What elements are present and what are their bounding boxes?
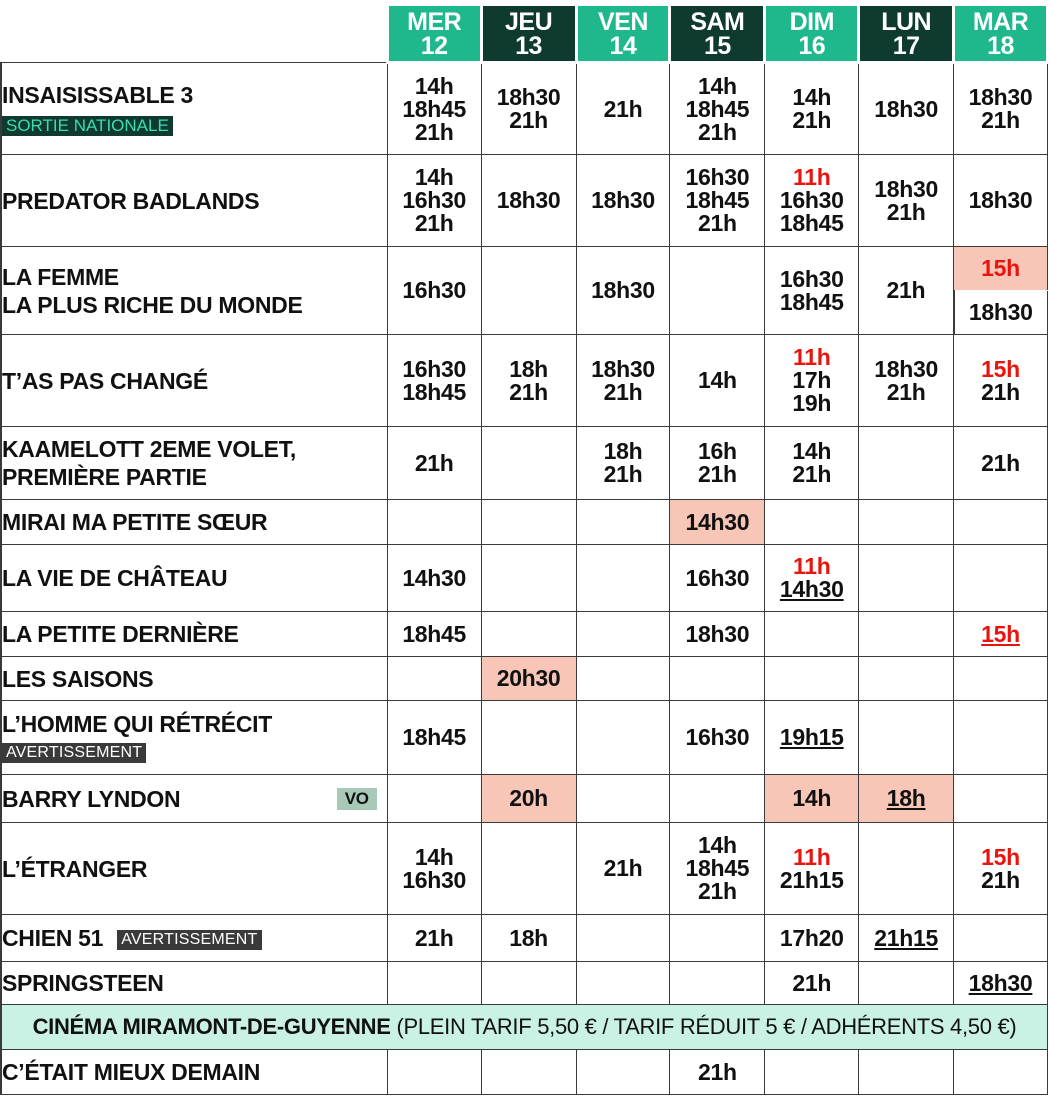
showtime-cell: [859, 962, 954, 1005]
showtime-cell: [859, 775, 954, 823]
showtime-cell: [576, 612, 670, 657]
showtime-cell: [387, 427, 481, 500]
showtime-cell: [387, 962, 481, 1005]
film-row: [1, 915, 1048, 962]
showtime: 14h: [697, 367, 737, 393]
showtime: 21h: [886, 277, 926, 303]
showtime-cell: [387, 657, 481, 701]
showtime: 11h: [793, 843, 831, 870]
film-row: [1, 701, 1048, 775]
film-title-cell: [1, 612, 387, 657]
film-title-line2: LA PLUS RICHE DU MONDE: [2, 291, 303, 318]
showtime-cell: [765, 247, 859, 335]
showtime: 21h: [697, 878, 737, 904]
showtime: 11h: [793, 553, 831, 579]
showtime: 21h: [603, 378, 643, 405]
film-row: [1, 500, 1048, 545]
showtime-cell: [765, 155, 859, 247]
showtime: 21h: [981, 449, 1020, 476]
film-title: CHIEN 51: [2, 925, 104, 951]
avertissement-badge: AVERTISSEMENT: [2, 743, 146, 763]
showtime-cell: [670, 962, 765, 1005]
showtime-cell: [387, 775, 481, 823]
showtime: 14h: [697, 72, 737, 99]
showtime-cell: [670, 155, 765, 247]
showtime-cell: [954, 962, 1048, 1005]
showtime: 21h: [886, 198, 926, 225]
film-row: [1, 657, 1048, 701]
showtime: 21h: [792, 107, 832, 133]
day-header-mar: MAR 18: [954, 3, 1048, 63]
showtime-cell: [954, 1050, 1048, 1095]
showtime: 21h: [509, 107, 548, 133]
showtime-cell: [387, 247, 481, 335]
day-header-jeu: JEU 13: [481, 3, 576, 63]
showtime: 21h: [886, 378, 926, 405]
showtime: 21h: [603, 461, 643, 487]
cinema-name: CINÉMA MIRAMONT-DE-GUYENNE: [32, 1014, 391, 1039]
film-title-cell: [1, 657, 387, 701]
showtime-cell: [576, 701, 670, 775]
showtime-cell: [954, 63, 1048, 155]
showtime-cell: [859, 500, 954, 545]
showtime: 20h30: [496, 665, 561, 691]
showtime: 14h30: [685, 508, 750, 535]
film-row: [1, 775, 1048, 823]
showtime-cell: [859, 915, 954, 962]
showtime: 18h30: [496, 187, 561, 213]
film-title-cell: [1, 247, 387, 335]
showtime-cell: [481, 1050, 576, 1095]
showtime-cell: [576, 915, 670, 962]
showtime-cell: [954, 915, 1048, 962]
film-title-cell: [1, 427, 387, 500]
avertissement-badge: AVERTISSEMENT: [117, 930, 261, 950]
showtime-cell: [954, 775, 1048, 823]
showtime-cell: [765, 545, 859, 612]
showtime: 18h: [509, 355, 548, 382]
showtime-cell: [765, 701, 859, 775]
showtime: 18h45: [779, 288, 844, 315]
showtime: 21h: [509, 378, 548, 405]
film-title-line1: LA FEMME: [2, 263, 119, 290]
film-title-cell: [1, 701, 387, 775]
cinema-section-banner: [1, 1005, 1048, 1050]
showtime-cell: [859, 155, 954, 247]
showtime-cell: [859, 823, 954, 915]
showtime-cell: [859, 1050, 954, 1095]
showtime-cell: [387, 823, 481, 915]
showtime: 18h30: [496, 84, 561, 110]
showtime: 14h: [697, 832, 737, 858]
showtime: 14h30: [779, 576, 844, 602]
showtime-cell: [765, 500, 859, 545]
film-title-cell: [1, 1050, 387, 1095]
showtime-cell: [576, 545, 670, 612]
showtime-cell: [859, 247, 954, 335]
showtime: 18h45: [402, 620, 467, 647]
day-header-dim: DIM 16: [765, 3, 859, 63]
film-title: SPRINGSTEEN: [2, 970, 164, 996]
showtime: 18h30: [968, 299, 1033, 325]
showtime-cell: [481, 247, 576, 335]
showtime: 20h: [509, 785, 548, 811]
film-title-cell: [1, 915, 387, 962]
showtime-cell: [765, 63, 859, 155]
showtime: 16h30: [685, 724, 750, 750]
showtime: 16h30: [779, 187, 844, 213]
showtime-cell: [765, 335, 859, 427]
showtime-cell: [387, 155, 481, 247]
showtime-cell: [576, 775, 670, 823]
showtime-cell: [576, 1050, 670, 1095]
showtime-cell: [859, 335, 954, 427]
showtime-cell: [387, 63, 481, 155]
film-title: PREDATOR BADLANDS: [2, 187, 260, 214]
showtime-cell: [481, 427, 576, 500]
showtime: 19h15: [779, 724, 844, 750]
showtime-cell: [670, 657, 765, 701]
showtime: 17h20: [779, 924, 844, 951]
showtime: 14h: [792, 438, 832, 464]
showtime: 21h: [414, 210, 454, 236]
film-title: T’AS PAS CHANGÉ: [2, 367, 208, 394]
film-row: [1, 823, 1048, 915]
film-title: LES SAISONS: [2, 665, 154, 692]
showtime-cell: [954, 657, 1048, 701]
film-title: MIRAI MA PETITE SŒUR: [2, 509, 268, 535]
showtime-cell: [765, 427, 859, 500]
showtime-cell: [576, 427, 670, 500]
showtime-cell: [387, 612, 481, 657]
film-title-cell: [1, 500, 387, 545]
showtime: 18h45: [402, 378, 467, 405]
film-title-cell: [1, 63, 387, 155]
showtime: 21h: [792, 461, 832, 487]
showtime: 18h30: [591, 277, 655, 303]
showtime: 15h: [981, 255, 1020, 281]
film-title-cell: [1, 775, 387, 823]
showtime: 21h: [603, 855, 643, 881]
showtime-cell: [670, 915, 765, 962]
showtime-cell: [765, 612, 859, 657]
showtime: 14h: [792, 785, 832, 811]
showtime-cell: [387, 500, 481, 545]
showtime-cell: [954, 823, 1048, 915]
showtime-cell: [670, 63, 765, 155]
showtime: 21h: [414, 449, 454, 476]
showtime: 16h30: [685, 564, 750, 591]
showtime: 21h: [414, 118, 454, 145]
showtime-cell: [576, 335, 670, 427]
film-title: L’HOMME QUI RÉTRÉCIT: [2, 710, 273, 737]
showtime-cell: [481, 962, 576, 1005]
day-header-mer: MER 12: [387, 3, 481, 63]
film-title: C’ÉTAIT MIEUX DEMAIN: [2, 1059, 261, 1085]
showtime-cell: [954, 335, 1048, 427]
showtime: 14h: [414, 72, 454, 99]
film-title-cell: [1, 545, 387, 612]
day-header-ven: VEN 14: [576, 3, 670, 63]
showtime-cell: [670, 545, 765, 612]
showtime: 21h: [603, 95, 643, 122]
header-blank: [1, 3, 387, 63]
showtime: 18h45: [685, 855, 750, 881]
film-row: [1, 335, 1048, 427]
showtime-cell: [859, 657, 954, 701]
film-title: INSAISISSABLE 3: [2, 81, 194, 108]
showtime-cell: [765, 1050, 859, 1095]
film-title-cell: [1, 335, 387, 427]
showtime-cell: [765, 775, 859, 823]
showtime-cell: [481, 545, 576, 612]
film-title-cell: [1, 823, 387, 915]
showtime-cell: [954, 701, 1048, 775]
showtime: 15h: [981, 355, 1020, 382]
showtime-cell: [954, 545, 1048, 612]
showtime-cell: [670, 427, 765, 500]
showtime-cell: [576, 962, 670, 1005]
showtime-cell: [576, 247, 670, 335]
showtime-cell: [387, 915, 481, 962]
showtime-cell: [670, 335, 765, 427]
showtime-cell: [481, 915, 576, 962]
cinema-prices: (PLEIN TARIF 5,50 € / TARIF RÉDUIT 5 € / ADHÉRENTS 4,50 €): [396, 1014, 1017, 1039]
showtime-cell: [481, 612, 576, 657]
showtime-cell: [481, 500, 576, 545]
showtime: 16h30: [402, 355, 467, 382]
cinema-section-row: [1, 1005, 1048, 1050]
showtime: 18h30: [874, 95, 938, 122]
showtime-cell: [576, 63, 670, 155]
showtime: 18h45: [685, 187, 750, 213]
showtime-cell: [859, 427, 954, 500]
film-title-cell: [1, 962, 387, 1005]
film-title: L’ÉTRANGER: [2, 855, 148, 882]
showtime: 18h: [603, 438, 643, 464]
showtime: 11h: [793, 164, 831, 190]
film-row: [1, 247, 1048, 291]
header-row: [1, 3, 1048, 63]
showtime-cell: [387, 545, 481, 612]
film-title-cell: [1, 155, 387, 247]
film-title-line2: PREMIÈRE PARTIE: [2, 464, 207, 490]
showtime-cell: [765, 823, 859, 915]
showtime-cell: [576, 657, 670, 701]
showtime: 16h30: [685, 164, 750, 190]
showtime-cell: [859, 612, 954, 657]
showtime-cell: [765, 657, 859, 701]
showtime-cell: [576, 155, 670, 247]
showtime: 21h: [697, 118, 737, 145]
showtime-cell: [670, 612, 765, 657]
day-header-sam: SAM 15: [670, 3, 765, 63]
showtime: 16h30: [402, 187, 467, 213]
film-title-line1: KAAMELOTT 2EME VOLET,: [2, 436, 296, 462]
showtime-cell: [859, 63, 954, 155]
showtime: 18h30: [874, 175, 938, 202]
showtime-cell: [765, 962, 859, 1005]
showtime-cell: [670, 701, 765, 775]
showtime-cell: [670, 500, 765, 545]
showtime-cell: [387, 701, 481, 775]
showtime-cell: [387, 335, 481, 427]
showtime-cell: [954, 427, 1048, 500]
showtime: 21h: [981, 866, 1020, 893]
film-title: LA PETITE DERNIÈRE: [2, 621, 239, 647]
showtime: 16h: [697, 438, 737, 464]
film-row: [1, 545, 1048, 612]
showtime: 18h: [886, 785, 926, 811]
film-row: [1, 1050, 1048, 1095]
showtime-cell: [670, 775, 765, 823]
showtime-cell: [765, 915, 859, 962]
showtime-cell: [481, 823, 576, 915]
film-title: LA VIE DE CHÂTEAU: [2, 565, 228, 591]
film-title: BARRY LYNDON: [2, 785, 181, 812]
film-row: [1, 427, 1048, 500]
showtime: 14h: [414, 164, 454, 190]
showtime: 14h30: [402, 564, 467, 591]
showtime-cell: [670, 823, 765, 915]
showtime: 18h45: [779, 210, 844, 236]
showtime: 18h45: [685, 95, 750, 122]
showtime: 21h15: [874, 924, 938, 951]
showtime: 17h: [792, 367, 832, 393]
showtime-cell: [576, 500, 670, 545]
showtime: 21h: [697, 210, 737, 236]
showtime: 18h30: [968, 969, 1033, 996]
showtime-cell: [481, 657, 576, 701]
showtime-cell: [859, 545, 954, 612]
showtime: 18h30: [968, 84, 1033, 110]
showtime: 14h: [792, 84, 832, 110]
showtime: 21h: [981, 378, 1020, 405]
showtime: 21h15: [779, 866, 844, 893]
showtime: 18h45: [402, 95, 467, 122]
showtime-cell: [387, 1050, 481, 1095]
showtime: 15h: [981, 620, 1020, 647]
showtime: 16h30: [779, 265, 844, 292]
showtime-cell: [954, 291, 1048, 335]
showtime: 18h30: [591, 187, 655, 213]
sortie-nationale-badge: SORTIE NATIONALE: [2, 116, 173, 136]
showtime: 18h30: [591, 355, 655, 382]
vo-badge: VO: [337, 788, 377, 810]
film-row: [1, 63, 1048, 155]
showtime-cell: [481, 63, 576, 155]
film-row: [1, 962, 1048, 1005]
showtime-cell: [670, 1050, 765, 1095]
showtime-cell: [481, 701, 576, 775]
day-header-lun: LUN 17: [859, 3, 954, 63]
showtime: 21h: [792, 969, 832, 996]
showtime-cell: [954, 612, 1048, 657]
showtime: 19h: [792, 390, 832, 416]
showtime: 21h: [414, 924, 454, 951]
showtime-cell: [481, 775, 576, 823]
showtime: 21h: [697, 461, 737, 487]
showtime: 18h45: [402, 724, 467, 750]
showtime: 14h: [414, 843, 454, 870]
showtime: 21h: [697, 1058, 737, 1085]
showtime: 15h: [981, 843, 1020, 870]
showtime-cell: [481, 155, 576, 247]
showtime: 16h30: [402, 866, 467, 893]
showtime: 11h: [793, 344, 831, 370]
showtime: 21h: [981, 107, 1020, 133]
showtime-cell: [481, 335, 576, 427]
showtime-cell: [859, 701, 954, 775]
film-row: [1, 155, 1048, 247]
showtime: 18h30: [685, 620, 750, 647]
showtime: 18h30: [968, 187, 1033, 213]
showtime: 18h: [509, 924, 548, 951]
showtime-cell: [954, 247, 1048, 291]
film-row: [1, 612, 1048, 657]
showtime: 18h30: [874, 355, 938, 382]
showtime-cell: [576, 823, 670, 915]
showtime: 16h30: [402, 277, 467, 303]
showtime-cell: [954, 155, 1048, 247]
showtime-cell: [670, 247, 765, 335]
showtime-cell: [954, 500, 1048, 545]
